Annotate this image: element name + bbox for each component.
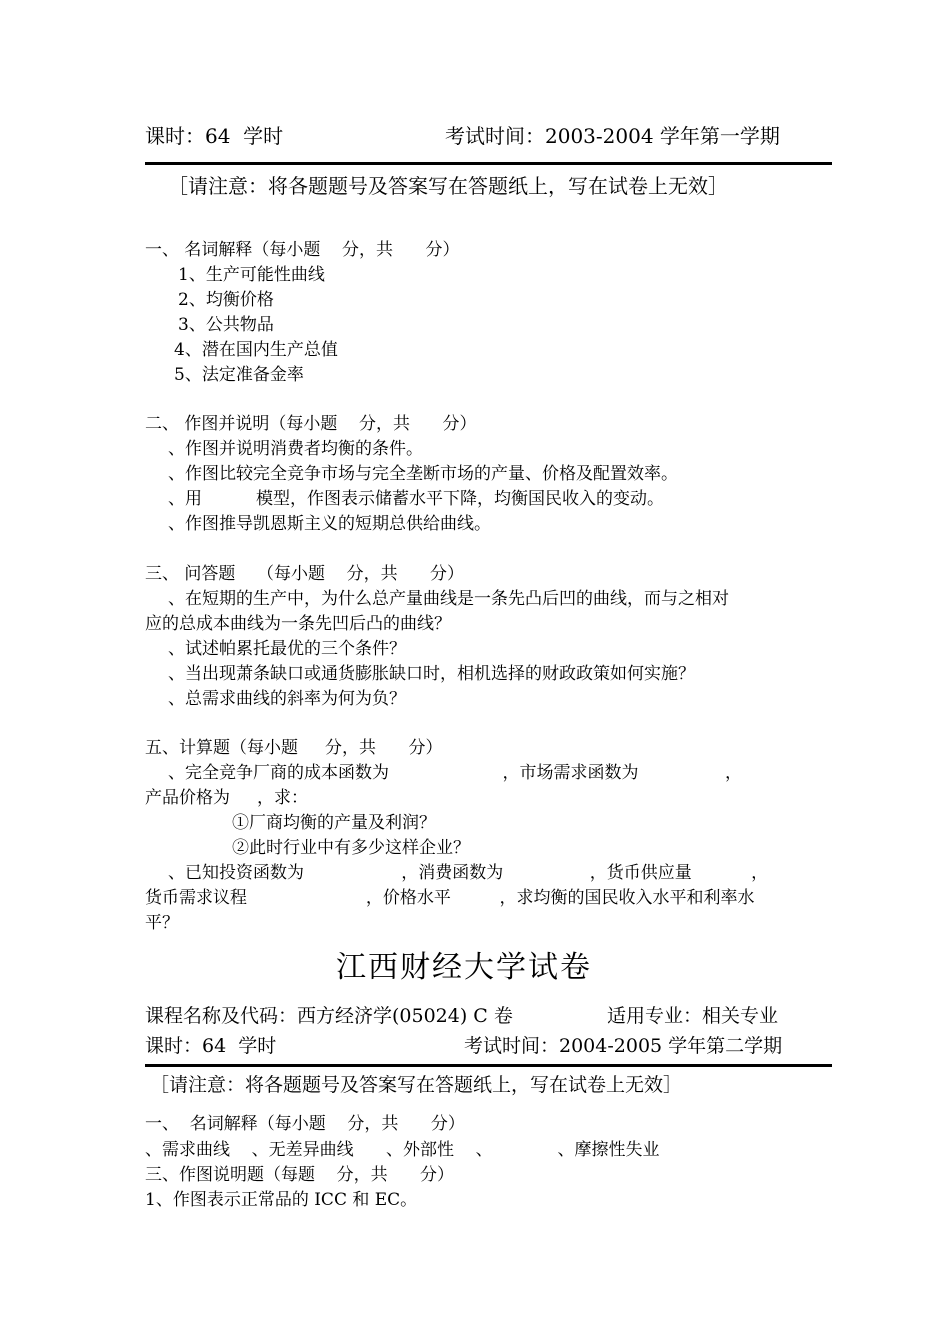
exam1-section5-heading: 五、计算题（每小题 分，共 分） [145, 738, 443, 758]
list-item: 5、法定准备金率 [174, 365, 304, 385]
list-item: 、总需求曲线的斜率为何为负？ [168, 689, 406, 709]
list-item: 、当出现萧条缺口或通货膨胀缺口时，相机选择的财政政策如何实施？ [168, 664, 695, 684]
exam1-header-rule [145, 162, 832, 165]
list-item: 平？ [145, 913, 179, 933]
list-item: 应的总成本曲线为一条先凹后凸的曲线？ [145, 614, 451, 634]
exam2-hours: 课时：64 学时 [145, 1035, 277, 1057]
exam2-section3-item1: 1、作图表示正常品的 ICC 和 EC。 [145, 1190, 418, 1210]
exam1-exam-time: 考试时间：2003-2004 学年第一学期 [445, 124, 780, 148]
list-item: ②此时行业中有多少这样企业？ [232, 838, 470, 858]
list-item: 4、潜在国内生产总值 [174, 340, 338, 360]
exam2-section1-items: 、需求曲线 、无差异曲线 、外部性 、 、摩擦性失业 [145, 1140, 660, 1160]
exam2-major: 适用专业：相关专业 [607, 1005, 779, 1027]
list-item: 、作图并说明消费者均衡的条件。 [168, 439, 423, 459]
exam1-section1-heading: 一、 名词解释（每小题 分，共 分） [145, 240, 460, 260]
list-item: 3、公共物品 [178, 315, 274, 335]
exam2-section1-heading: 一、 名词解释（每小题 分，共 分） [145, 1114, 465, 1134]
exam2-course: 课程名称及代码：西方经济学(05024) C 卷 [145, 1005, 513, 1027]
list-item: 、试述帕累托最优的三个条件？ [168, 639, 406, 659]
exam1-hours: 课时：64 学时 [145, 124, 284, 148]
list-item: 、作图推导凯恩斯主义的短期总供给曲线。 [168, 514, 491, 534]
exam1-section2-heading: 二、 作图并说明（每小题 分，共 分） [145, 414, 477, 434]
exam2-header-rule [145, 1064, 832, 1067]
list-item: 产品价格为 ，求： [145, 788, 309, 808]
exam2-section3-heading: 三、作图说明题（每题 分，共 分） [145, 1165, 455, 1185]
list-item: 、已知投资函数为 ，消费函数为 ，货币供应量 ， [168, 863, 769, 883]
exam1-section3-heading: 三、 问答题 （每小题 分，共 分） [145, 564, 465, 584]
exam2-exam-time: 考试时间：2004-2005 学年第二学期 [464, 1035, 783, 1057]
exam2-title: 江西财经大学试卷 [336, 950, 592, 985]
list-item: 2、均衡价格 [178, 290, 274, 310]
exam1-notice: ［请注意：将各题题号及答案写在答题纸上，写在试卷上无效］ [168, 174, 728, 198]
list-item: 1、生产可能性曲线 [178, 265, 325, 285]
exam2-notice: ［请注意：将各题题号及答案写在答题纸上，写在试卷上无效］ [150, 1074, 683, 1096]
list-item: 货币需求议程 ，价格水平 ，求均衡的国民收入水平和利率水 [145, 888, 755, 908]
list-item: 、完全竞争厂商的成本函数为 ，市场需求函数为 ， [168, 763, 742, 783]
list-item: 、用 模型，作图表示储蓄水平下降，均衡国民收入的变动。 [168, 489, 665, 509]
list-item: ①厂商均衡的产量及利润？ [232, 813, 436, 833]
list-item: 、作图比较完全竞争市场与完全垄断市场的产量、价格及配置效率。 [168, 464, 678, 484]
list-item: 、在短期的生产中，为什么总产量曲线是一条先凸后凹的曲线，而与之相对 [168, 589, 729, 609]
